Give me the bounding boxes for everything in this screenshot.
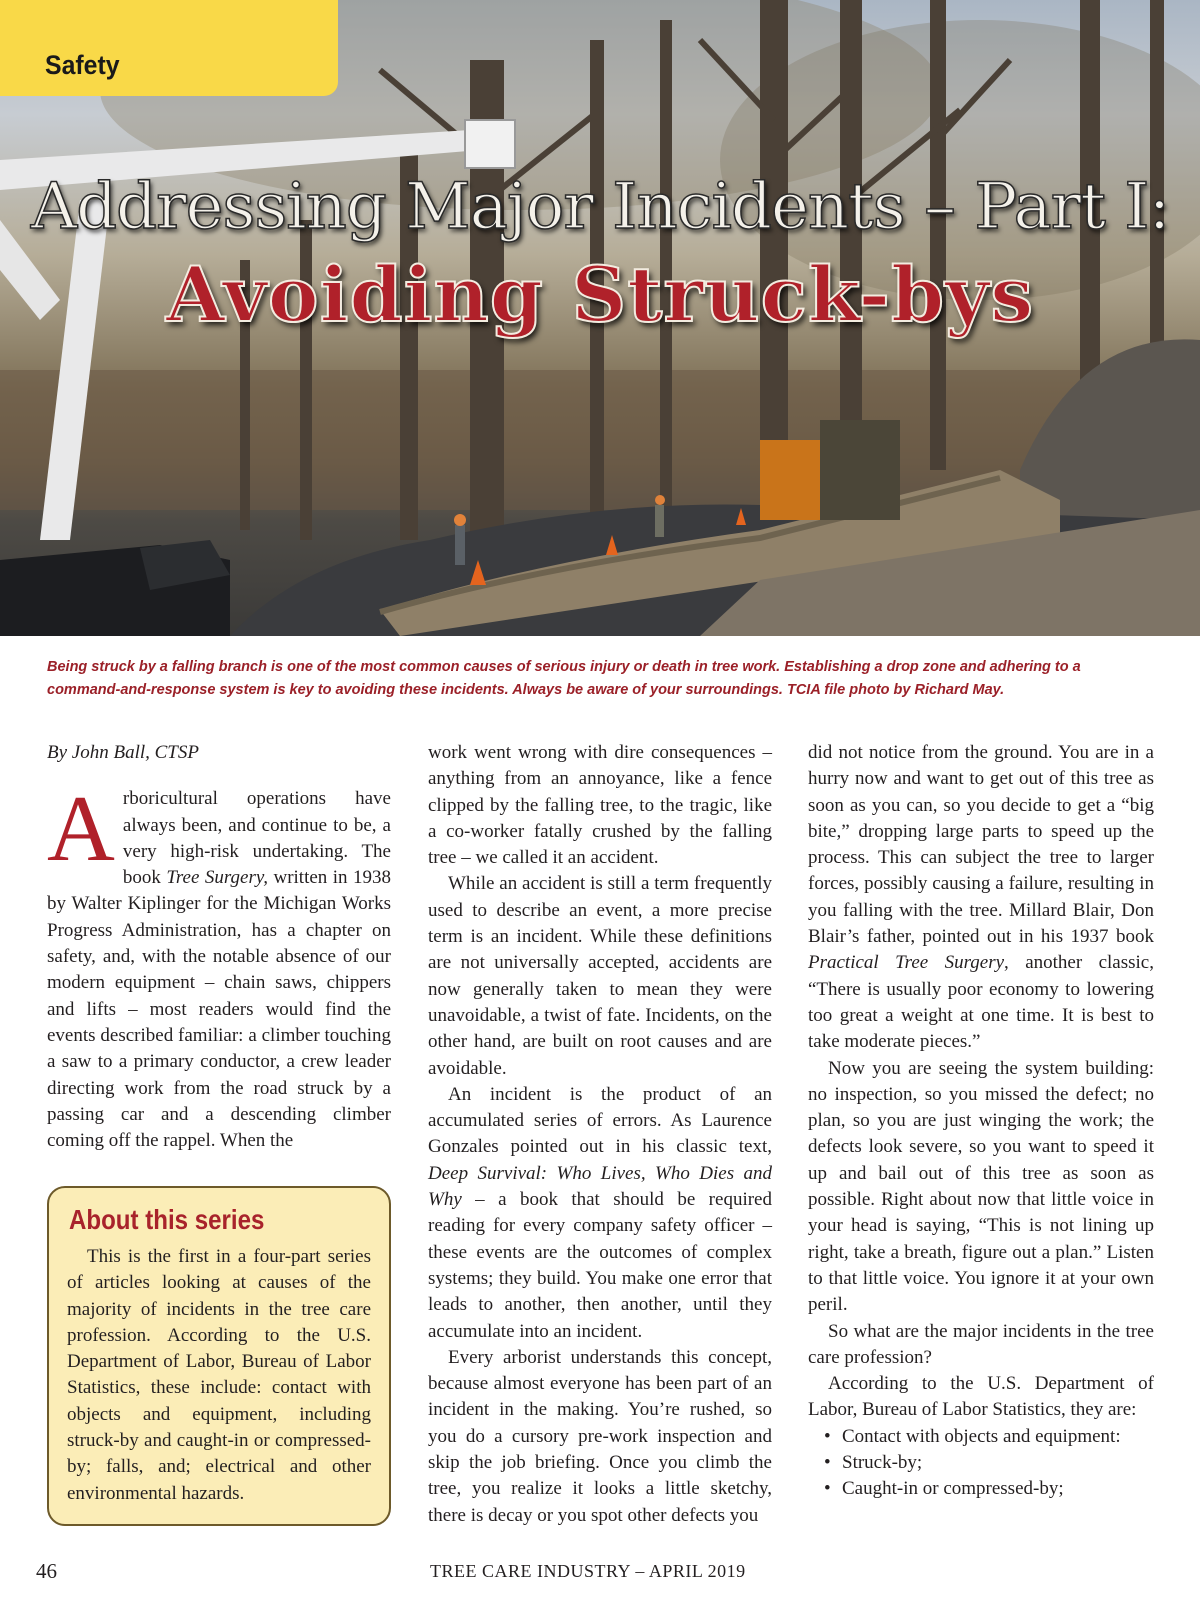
byline: By John Ball, CTSP [47,742,199,763]
paragraph-text: rboricultural operations have always been, and continue to be, a very high-risk undertaking. The book [122,788,391,889]
about-series-sidebar [47,1186,391,1526]
photo-caption: Being struck by a falling branch is one of the most common causes of serious injury or death in tree work. Establishing a drop zone and adhering to a command-and-response system is key to avoiding these incidents. Always be aware of your surroundings. TCIA file photo by Richard May. [47,659,1081,698]
list-item: • Contact with objects and equipment: [824,1424,1154,1450]
paragraph: Every arborist understands this concept, because almost everyone has been part of an incident in the making. You’re rushed, so you do a cursory pre-work inspection and skip the job briefing. Once you climb the tree, you realize it looks a little sketchy, there is decay or you spot other defects you [428,1346,772,1526]
paragraph: So what are the major incidents in the tree care profession? [808,1320,1154,1368]
list-item: • Struck-by; [824,1450,1154,1476]
list-item: • Caught-in or compressed-by; [824,1476,1154,1502]
article-title: Addressing Major Incidents – Part I: [30,170,1170,244]
section-tab [0,0,338,96]
paragraph: While an accident is still a term frequently used to describe an event, a more precise term is an incident. While these definitions are not universally accepted, accidents are now generally taken to mean they were unavoidable, a twist of fate. Incidents, on the other hand, are built on root causes and are avoidable. [428,873,772,1079]
paragraph [428,1082,772,1345]
opening-paragraph [47,777,391,1154]
paragraph-text: did not notice from the ground. You are in a hurry now and want to get out of this tree as soon as you can, so you decide to get a “big bite,” dropping large parts to speed up the process. This can subject the tree to larger forces, possibly causing a failure, resulting in you falling with the tree. Millard Blair, Don Blair’s father, pointed out in his 1937 book [808,742,1154,948]
paragraph-text: , another classic, “There is usually poor economy to lowering too great a weight at one time. It is best to take moderate pieces.” [808,952,1154,1053]
page-number: 46 [36,1559,57,1583]
paragraph-text: An incident is the product of an accumulated series of errors. As Laurence Gonzales pointed out in his classic text, [428,1083,772,1158]
article-column-3 [808,740,1154,1503]
sidebar-title: About this series [69,1204,265,1235]
article-subtitle: Avoiding Struck-bys [165,250,1035,339]
paragraph-text: – a book that should be required reading for every company safety officer – these events are the outcomes of complex systems; they build. You make one error that leads to another, then another, until they accumulate into an incident. [428,1189,772,1342]
drop-cap: A [47,777,115,882]
paragraph-text: written in 1938 by Walter Kiplinger for the Michigan Works Progress Administration, has a chapter on safety, and, with the notable absence of our modern equipment – chain saws, chippers and lifts – most readers would find the events described familiar: a climber touching a saw to a primary conductor, a crew leader directing work from the road struck by a passing car and a descending climber coming off the rappel. When the [47,867,391,1152]
paragraph [808,740,1154,1056]
paragraph: work went wrong with dire consequences – anything from an annoyance, like a fence clipped by the falling tree, to the tragic, like a co-worker fatally crushed by the falling tree – we called it an accident. [428,742,772,869]
book-title: Deep Survival: Who Lives, Who Dies and Why [428,1162,772,1211]
publication-footer: TREE CARE INDUSTRY – APRIL 2019 [430,1561,746,1581]
hero-photo [0,0,1200,636]
paragraph: According to the U.S. Department of Labor, Bureau of Labor Statistics, they are: [808,1373,1154,1421]
section-label: Safety [45,50,120,80]
sidebar-text: This is the first in a four-part series of articles looking at causes of the majority of incidents in the tree care profession. According to the U.S. Department of Labor, Bureau of Labor Statistics, these include: contact with objects and equipment, including struck-by and caught-in or compressed-by; falls, and; electrical and other environmental hazards. [67,1246,371,1504]
article-column-1 [47,740,391,1154]
book-title: Tree Surgery, [166,867,269,889]
incident-list [808,1424,1154,1503]
book-title: Practical Tree Surgery [808,952,1005,974]
article-column-2 [428,740,772,1529]
paragraph: Now you are seeing the system building: no inspection, so you missed the defect; no plan, so you are just winging the work; the defects look severe, so you want to speed it up and bail out of this tree as soon as possible. Right about now that little voice in your head is saying, “This is not lining up right, take a breath, figure out a plan.” Listen to that little voice. You ignore it at your own peril. [808,1057,1154,1316]
